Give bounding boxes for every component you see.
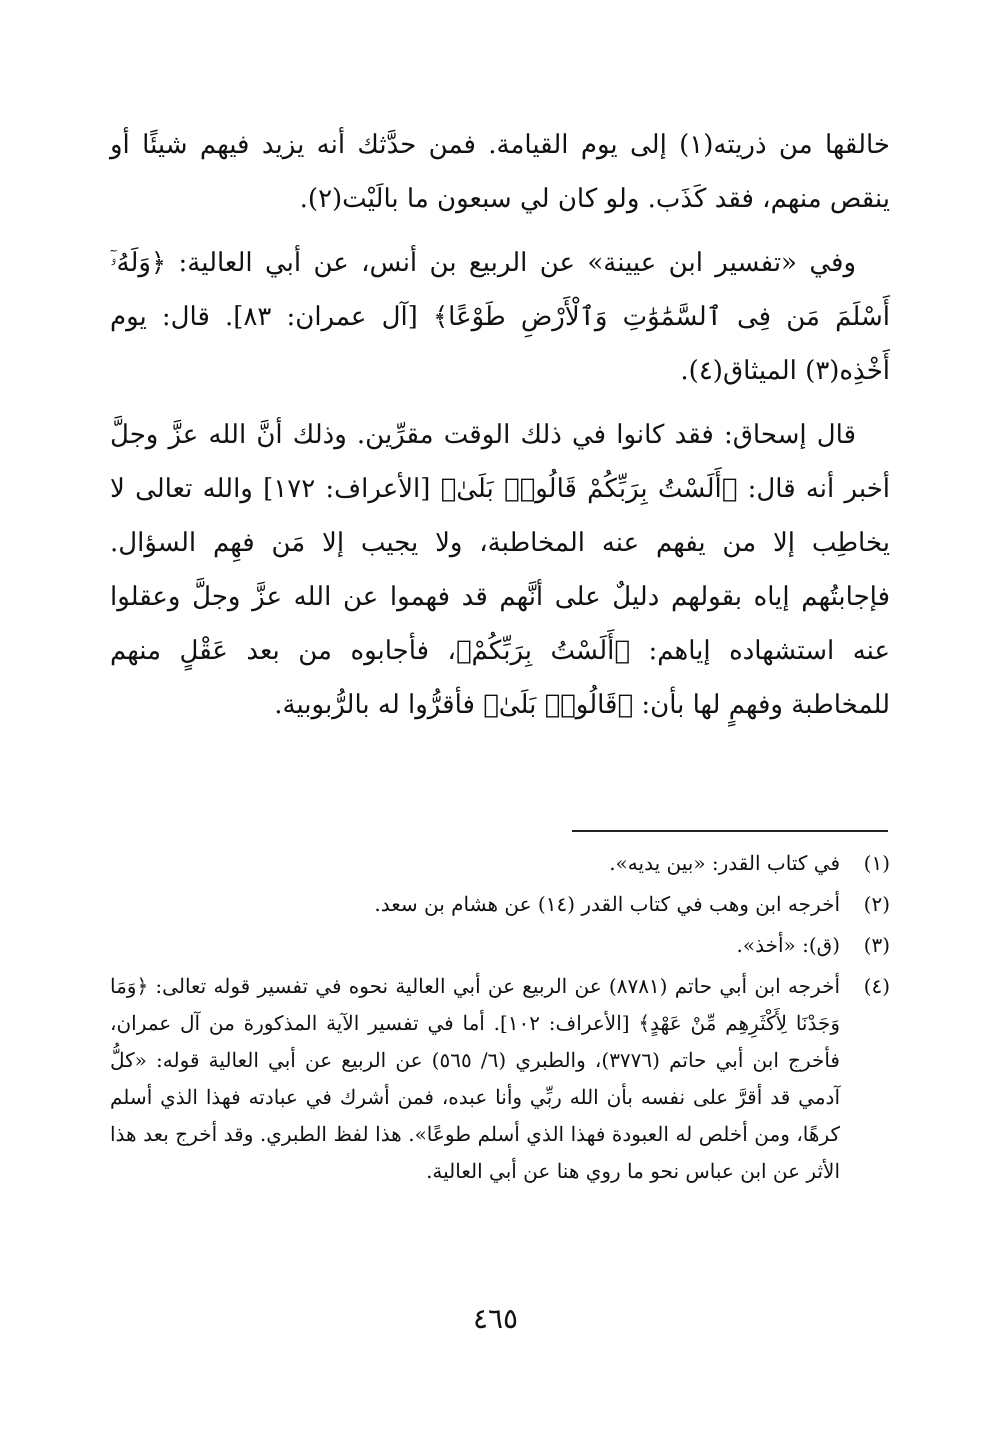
footnote-2 xyxy=(110,886,890,923)
footnote-number: (٤) xyxy=(863,974,890,998)
footnote-4 xyxy=(110,968,890,1190)
footnote-text: أخرجه ابن أبي حاتم (٨٧٨١) عن الربيع عن أبي العالية نحوه في تفسير قوله تعالى: ﴿وَمَا وَجَدْنَا لِأَكْثَرِهِم مِّنْ عَهْدٍ﴾ [الأعراف: ١٠٢]. أما في تفسير الآية المذكورة من آل عمران، فأخرج ابن أبي حاتم (٣٧٧٦)، والطبري (٦/ ٥٦٥) عن الربيع عن أبي العالية قوله: «كلُّ آدمي قد أقرَّ على نفسه بأن الله ربِّي وأنا عبده، فمن أشرك في عبادته فهذا الذي أسلم كرهًا، ومن أخلص له العبودة فهذا الذي أسلم طوعًا». هذا لفظ الطبري. وقد أخرج بعد هذا الأثر عن ابن عباس نحو ما روي هنا عن أبي العالية. xyxy=(110,974,841,1183)
paragraph-1: خالقها من ذريته(١) إلى يوم القيامة. فمن حدَّثك أنه يزيد فيهم شيئًا أو ينقص منهم، فقد كَذَب. ولو كان لي سبعون ما بالَيْت(٢). xyxy=(110,130,890,214)
footnotes xyxy=(110,845,890,1194)
paragraph-3: قال إسحاق: فقد كانوا في ذلك الوقت مقرِّين. وذلك أنَّ الله عزَّ وجلَّ أخبر أنه قال: ﴿أَلَسْتُ بِرَبِّكُمْ قَالُوا۟ بَلَىٰ﴾ [الأعراف: ١٧٢] والله تعالى لا يخاطِب إلا من يفهم عنه المخاطبة، ولا يجيب إلا مَن فهِم السؤال. فإجابتُهم إياه بقولهم دليلٌ على أنَّهم قد فهموا عن الله عزَّ وجلَّ وعقلوا عنه استشهاده إياهم: ﴿أَلَسْتُ بِرَبِّكُمْ﴾، فأجابوه من بعد عَقْلٍ منهم للمخاطبة وفهمٍ لها بأن: ﴿قَالُوا۟ بَلَىٰ﴾ فأقرُّوا له بالرُّبوبية. xyxy=(110,420,890,720)
footnote-text: في كتاب القدر: «بين يديه». xyxy=(609,851,840,875)
footnote-text: أخرجه ابن وهب في كتاب القدر (١٤) عن هشام بن سعد. xyxy=(374,892,840,916)
page-number: ٤٦٥ xyxy=(472,1302,519,1335)
footnote-number: (١) xyxy=(863,851,890,875)
footnote-text: (ق): «أخذ». xyxy=(736,933,840,957)
footnote-number: (٢) xyxy=(863,892,890,916)
footnote-3 xyxy=(110,927,890,964)
paragraph-2: وفي «تفسير ابن عيينة» عن الربيع بن أنس، عن أبي العالية: ﴿وَلَهُۥٓ أَسْلَمَ مَن فِى ٱلسَّمَٰوَٰتِ وَٱلْأَرْضِ طَوْعًا﴾ [آل عمران: ٨٣]. قال: يوم أَخْذِه(٣) الميثاق(٤). xyxy=(110,248,890,386)
footnote-separator xyxy=(572,830,888,832)
footnote-number: (٣) xyxy=(863,933,890,957)
footnote-1 xyxy=(110,845,890,882)
main-text xyxy=(110,118,890,742)
